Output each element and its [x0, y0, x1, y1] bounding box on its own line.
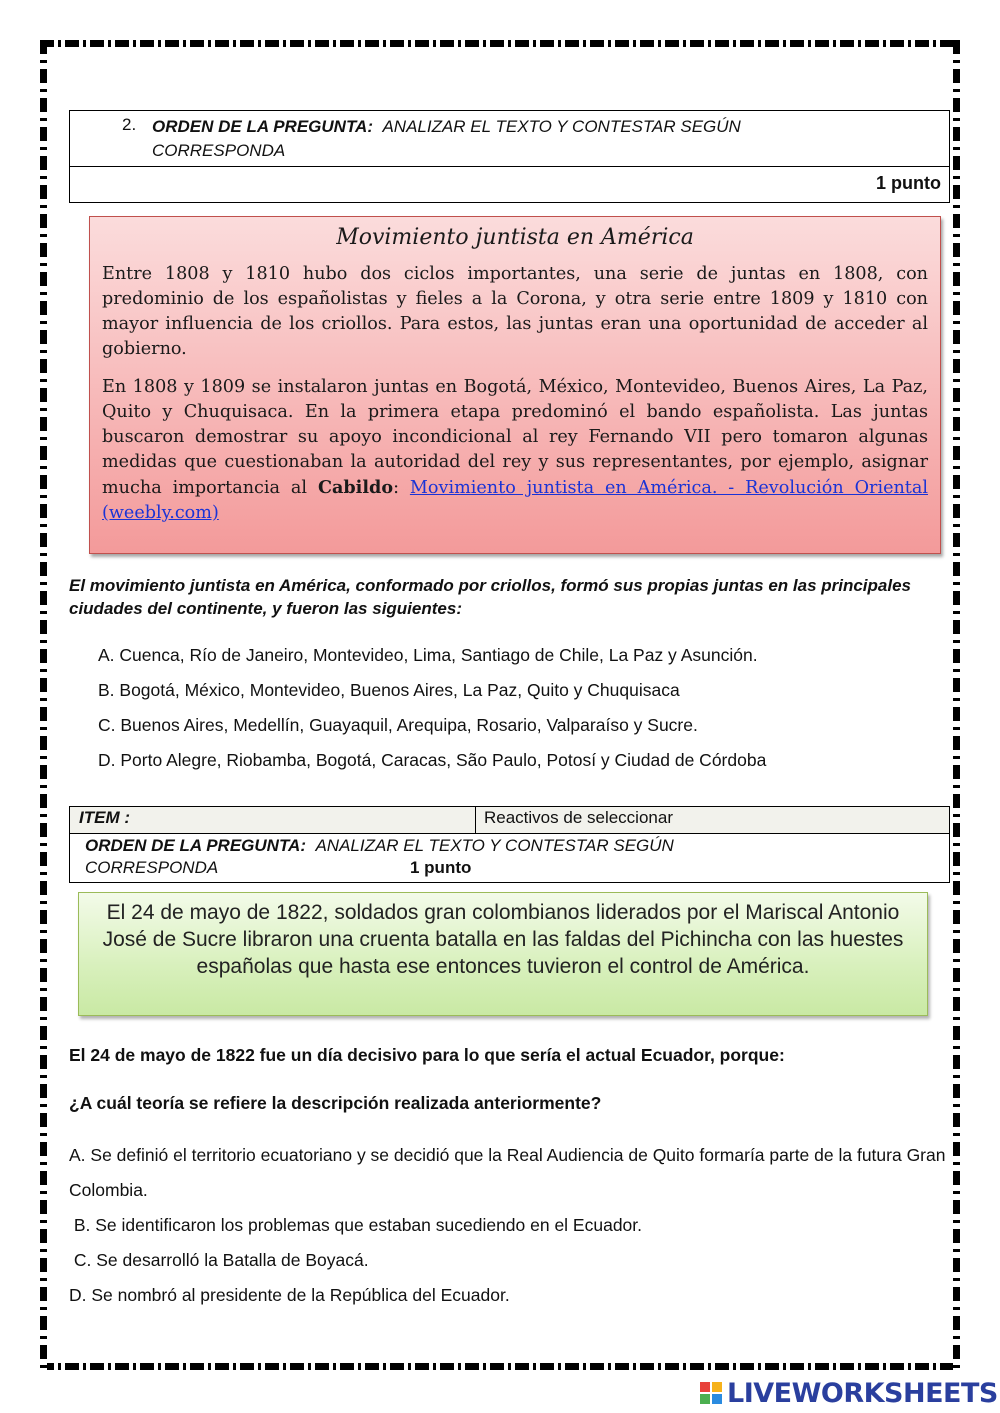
separator: :: [393, 478, 399, 498]
dotted-border-top: [40, 40, 960, 47]
context-box: El 24 de mayo de 1822, soldados gran colombianos liderados por el Mariscal Antonio José de Sucre libraron una cruenta batalla en las faldas del Pichincha con las huestes españolas que hasta ese entonces tuvieron el control de América.: [78, 892, 928, 1016]
question2-option-b[interactable]: B. Se identificaron los problemas que estaban sucediendo en el Ecuador.: [69, 1215, 643, 1235]
reading-paragraph-2-text: En 1808 y 1809 se instalaron juntas en Bogotá, México, Montevideo, Buenos Aires, La Paz, Quito y Chuquisaca. En la primera etapa predominó el bando españolista. Las juntas buscaron demostrar su apoyo incondicional al rey Fernando VII pero tomaron algunas medidas que cuestionaban la autoridad del rey y sus representantes, por ejemplo, asignar mucha importancia al: [102, 377, 928, 498]
question-number: 2.: [122, 115, 137, 134]
question1-option-a[interactable]: A. Cuenca, Río de Janeiro, Montevideo, Lima, Santiago de Chile, La Paz y Asunción.: [98, 645, 758, 665]
question-order: [152, 115, 932, 163]
question2-sub-stem: ¿A cuál teoría se refiere la descripción realizada anteriormente?: [69, 1093, 602, 1113]
order-label: ORDEN DE LA PREGUNTA:: [152, 117, 373, 136]
dotted-border-left: [40, 40, 47, 1370]
question1-stem: El movimiento juntista en América, conformado por criollos, formó sus propias juntas en las principales ciudades del continente, y fueron las siguientes:: [69, 576, 911, 618]
item-order-label: ORDEN DE LA PREGUNTA:: [85, 836, 306, 855]
question2-option-a[interactable]: A. Se definió el territorio ecuatoriano y se decidió que la Real Audiencia de Quito formaría parte de la futura Gran Colombia.: [69, 1145, 946, 1200]
item-label: ITEM :: [70, 807, 476, 833]
logo-block-icon: [700, 1382, 710, 1392]
item-order-row: [70, 834, 949, 882]
item-order-line1: [85, 836, 674, 856]
item-points: 1 punto: [410, 858, 472, 877]
cabildo-term: Cabildo: [317, 477, 394, 498]
question2-options: [69, 1138, 959, 1313]
order-text-line2: CORRESPONDA: [152, 141, 286, 160]
question-header-row: [70, 111, 949, 167]
item-row: [70, 807, 949, 834]
dotted-border-bottom: [40, 1363, 960, 1370]
item-order-text-2: CORRESPONDA: [85, 858, 219, 877]
reading-box: [89, 216, 941, 554]
logo-blocks-icon: [700, 1382, 722, 1404]
logo-block-icon: [712, 1394, 722, 1404]
question2-option-d[interactable]: D. Se nombró al presidente de la República del Ecuador.: [69, 1285, 510, 1305]
reading-title: Movimiento juntista en América: [336, 225, 694, 250]
item-type: Reactivos de seleccionar: [484, 808, 673, 827]
item-table: [69, 806, 950, 883]
reading-paragraph-1: Entre 1808 y 1810 hubo dos ciclos importantes, una serie de juntas en 1808, con predominio de los españolistas y fieles a la Corona, y otra serie entre 1809 y 1810 con mayor influencia de los criollos. Para estos, las juntas eran una oportunidad de acceder al gobierno.: [102, 264, 928, 359]
question2-option-c[interactable]: C. Se desarrolló la Batalla de Boyacá.: [69, 1250, 369, 1270]
question2-stem: El 24 de mayo de 1822 fue un día decisivo para lo que sería el actual Ecuador, porque:: [69, 1045, 785, 1065]
question1-option-c[interactable]: C. Buenos Aires, Medellín, Guayaquil, Arequipa, Rosario, Valparaíso y Sucre.: [98, 715, 698, 735]
reading-paragraph-2: [102, 375, 928, 526]
question-header-table: [69, 110, 950, 203]
points-label: 1 punto: [876, 173, 941, 193]
item-order-text-1: ANALIZAR EL TEXTO Y CONTESTAR SEGÚN: [315, 836, 674, 855]
logo-block-icon: [712, 1382, 722, 1392]
brand-name: LIVEWORKSHEETS: [727, 1377, 998, 1409]
source-link[interactable]: Movimiento juntista en América. - Revolución Oriental (weebly.com): [102, 478, 928, 523]
order-text-line1: ANALIZAR EL TEXTO Y CONTESTAR SEGÚN: [382, 117, 741, 136]
liveworksheets-logo[interactable]: [700, 1378, 998, 1408]
question-points-row: [70, 167, 949, 202]
question1-options: [98, 645, 938, 785]
question1-option-d[interactable]: D. Porto Alegre, Riobamba, Bogotá, Caracas, São Paulo, Potosí y Ciudad de Córdoba: [98, 750, 767, 770]
logo-block-icon: [700, 1394, 710, 1404]
question1-option-b[interactable]: B. Bogotá, México, Montevideo, Buenos Aires, La Paz, Quito y Chuquisaca: [98, 680, 680, 700]
